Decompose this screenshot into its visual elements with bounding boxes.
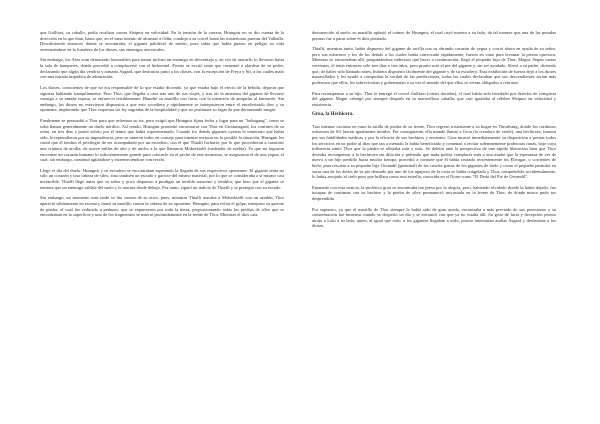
right-paragraph-4: Tras intentar vaciarse en vano la astilla de piedra de su frente, Thor regresó tristemente a su hogar en Thrudvang, donde los cariñosos esfuerzos de Sif fueron igualmente inútiles. Por consiguiente, ella mandó llamar a Groa (la creadora de verde), una hechicera, famosa por sus habilidades médicas y por la eficacia de sus hechizos y encantos. Groa mostró inmediatamente su disposición a prestar todos los servicios en su poder al dios que tan a menudo la había beneficiado y comenzó a recitar solemnemente poderosas runas, bajo cuya influencia sintió Thor que la piedra se aflojaba más y más. Se deleitó ante la perspectiva de una rápida liberación bien que Thor deseaba recompensar a la hechicera sin dilación y pidiendo que nada podría complacer más a una madre que la esperanza de ver de nuevo a un hijo perdido hacía mucho tiempo, procedió a contarle que él había cruzado recientemente los Elivagar, o corrientes de hielo, para rescatar a su pequeño hijo Orvandil (germinal) de las crueles garras de los gigantes de hielo y como el pequeño permitió en sacar una de los dedos de su pie desnudo por uno de los agujeros de la cesta se había congelado y Thor, rompiéndolo accidentalmente, lo había arrojado al cielo pues que brillara como una estrella, conocida en el Norte como "El Dedo del Pie de Orvandil".	[312, 123, 556, 180]
section-heading: Groa, la Hechicera.	[312, 112, 354, 118]
left-paragraph-4: Finalmente se persuadió a Thor para que refrenara su ira, pero exigió que Hrungnir fijara fecha y lugar para un "holmgang", como se solía llamar generalmente un duelo nórdico. Así retado, Hrungnir prometió encontrarse con Thor en Grottunagard, los confines de su reino, en tres días y partió sobrio por el temor que había experimentado. Cuando los demás gigantes oyeron lo temerario que había sido, le reprendieron por su imprudencia, pero se unieron todos en consejo para intentar mejorar en lo posible la situación. Hrungnir les contó que él tendría el privilegio de ser acompañado por un escudero, con el que Thialfi lucharía, por lo que procedieron a construir una criatura de arcilla, de nueve millas de alto y de ancho a la que llamaron Mokerkialfi (vadeador de niebla). Ya que no lograron encontrar un corazón humano lo suficientemente grande para colocarlo en el pecho de este monstruo, se aseguraron el de una yegua, el cual, sin embargo, continuó agitándose y estremeciéndose con recelo.	[40, 118, 284, 163]
left-paragraph-3: Los dioses, conscientes de que no era responsable de lo que estaba diciendo, ya que estaba bajo el efecto de la bebida, dejaron que siguiera hablando tranquilamente. Pero Thor, que llegaba a casa tras uno de sus viajes, y tras oír la amenaza del gigante de llevarse consigo a su amada esposa, se enfureció terriblemente. Blandió su martillo con furia, con la intención de aniquilar al fanfarrón. Sin embargo, los dioses no estuvieron dispuestos a que esto sucediera y rápidamente se interpusieron entre el encolerizado dios y su oponente, implorando que Thor respetara las ley sagradas de la hospitalidad y que no profanara su lugar de paz derramando sangre.	[40, 84, 284, 113]
right-paragraph-5: Emanado con esta noticia, la profética groa se encontraba tan presa por la alegría, pero, habiendo olvidado donde la había dejado, fue incapaz de continuar con su hechizo y la piedra de sílex permaneció incrustada en la frente de Thor, de donde nunca pudo ser desprendida.	[312, 184, 556, 202]
right-paragraph-6: Por supuesto, ya que el martillo de Thor siempre le había sido de gran ayuda, encontraba a más preciado de sus posesiones y su consternación fue inmensa cuando se despertó un día y se encontró con que ya no estaba allí. Su grito de furia y decepción pronto atrajo a Loki a su lado, quien, al igual que todo, a los gigantes llegaban a oírlo, pronto intentarían asaltar Asgard y destruirían a los dioses.	[312, 206, 556, 229]
left-paragraph-5: Llegó el día del duelo. Hrungnir y su escudero se encontraban esperando la llegada de sus respectivos oponentes. El gigante tenía no sólo un corazón y una cabeza de sílex, sino también un escudo y garrote del mismo material, por lo que se consideraba a sí mismo casi invencible. Thialfi llegó antes que su señor y poco dispuesto a prodigar un terrible trastorno y temblor, que hizo que el gigante se temiera que un enemigo saldría del suelo y le atacara desde debajo. Por tanto, siguió un indicio de Thialfi y se protegió con su escudo.	[40, 167, 284, 190]
right-paragraph-2: Thialfi, mientras tanto, había dispuesto del gigante de arcilla con su obrando corazón de yegua y corrió ahora en ayuda de su señor, pero sus esfuerzos y los de los demás a los cuales había convocado rápidamente, fueron en vano para levantar la pierna opresora. Mientras se encontraban allí, preguntándose indecisos qué hacer a continuación, llegó el pequeño hijo de Thor, Magni. Según varias versiones, él tenía entonces sólo tres días o tres años, pero pronto asió el pie del gigante y, sin ser ayudado, liberó a su padre, diciendo que, de haber sido llamado antes, hubiera dispuesto fácilmente del gigante y de su escudero. Esta exhibición de fuerza dejó a los dioses maravillados y les ayudó a comprobar la verdad de las predicciones, todas las cuales declaraban que sus descendientes serían más poderosos que ellos, les sobrevivirían y gobernarían a su vez el mundo del que ellos se verían obligados a retirarse.	[312, 46, 556, 85]
left-page	[40, 30, 284, 402]
left-paragraph-2: Sin embargo, los Ases eran demasiado honorables para tomar incluso un enemigo en desventaja y, en vez de atacarle, lo llevaron hasta la sala de banquetes, donde procedió a complacerse con el hidromiel. Pronto se excitó tanto que comenzó a alardear de su poder, declarando que algún día vendría y tomaría Asgard, que destruiría junto a los dioses, con la excepción de Freya y Sif, a las cuales malo con una mirada impúdica de admiración.	[40, 57, 284, 80]
right-paragraph-3: Para recompensar a su hijo, Thor le entregó el corcel Gullfaxi (crines doradas), el cual había sido heredado por derecho de conquista del gigante. Magni cabalgó por siempre después en su maravilloso caballo, que casi igualaba al célebre Sleipnir en velocidad y resistencia.	[312, 90, 556, 107]
left-paragraph-6: Sin embargo, un momento más tarde se dio cuenta de su error, pues, mientras Thialfi atacaba a Mokerkialfi con un azadón, Thor apareció súbitamente en escena y lanzó su martillo contra la cabeza de su oponente. Hrungnir, para evitar el golpe, interpuso su garrote de piedra, el cual fue reducido a pedazos, que se esparcieron por toda la tierra, proporcionando todas las piedras de sílex que se encontraban en la superficie y uno de los fragmentos se insertó profundamente en la frente de Thor. Mientras el dios caía	[40, 195, 284, 218]
right-paragraph-1: desvanecido al suelo, su martillo aplastó el cráneo de Hrungnir, el cual cayó muerto a su lado, de tal manera que una de las pesadas piernas fue a parar sobre el dios postrado.	[312, 30, 556, 41]
left-paragraph-1: que Gullfaxi, su caballo, podía rivalizar contra Sleipnir en velocidad. En la tensión de la carrera, Hrungnir no se dio cuenta de la dirección en la que iban, hasta que, en el vano intento de alcanzar a Odín, condujo a su corcel hasta las misteriosas puertas del Valhalla. Descubriendo entonces dónde se encontraba, el gigante palideció de miedo, pues sabía que había puesto en peligro su vida aventurándose en la fortaleza de los dioses, sus enemigos ancestrales.	[40, 30, 284, 52]
right-page	[312, 30, 556, 380]
